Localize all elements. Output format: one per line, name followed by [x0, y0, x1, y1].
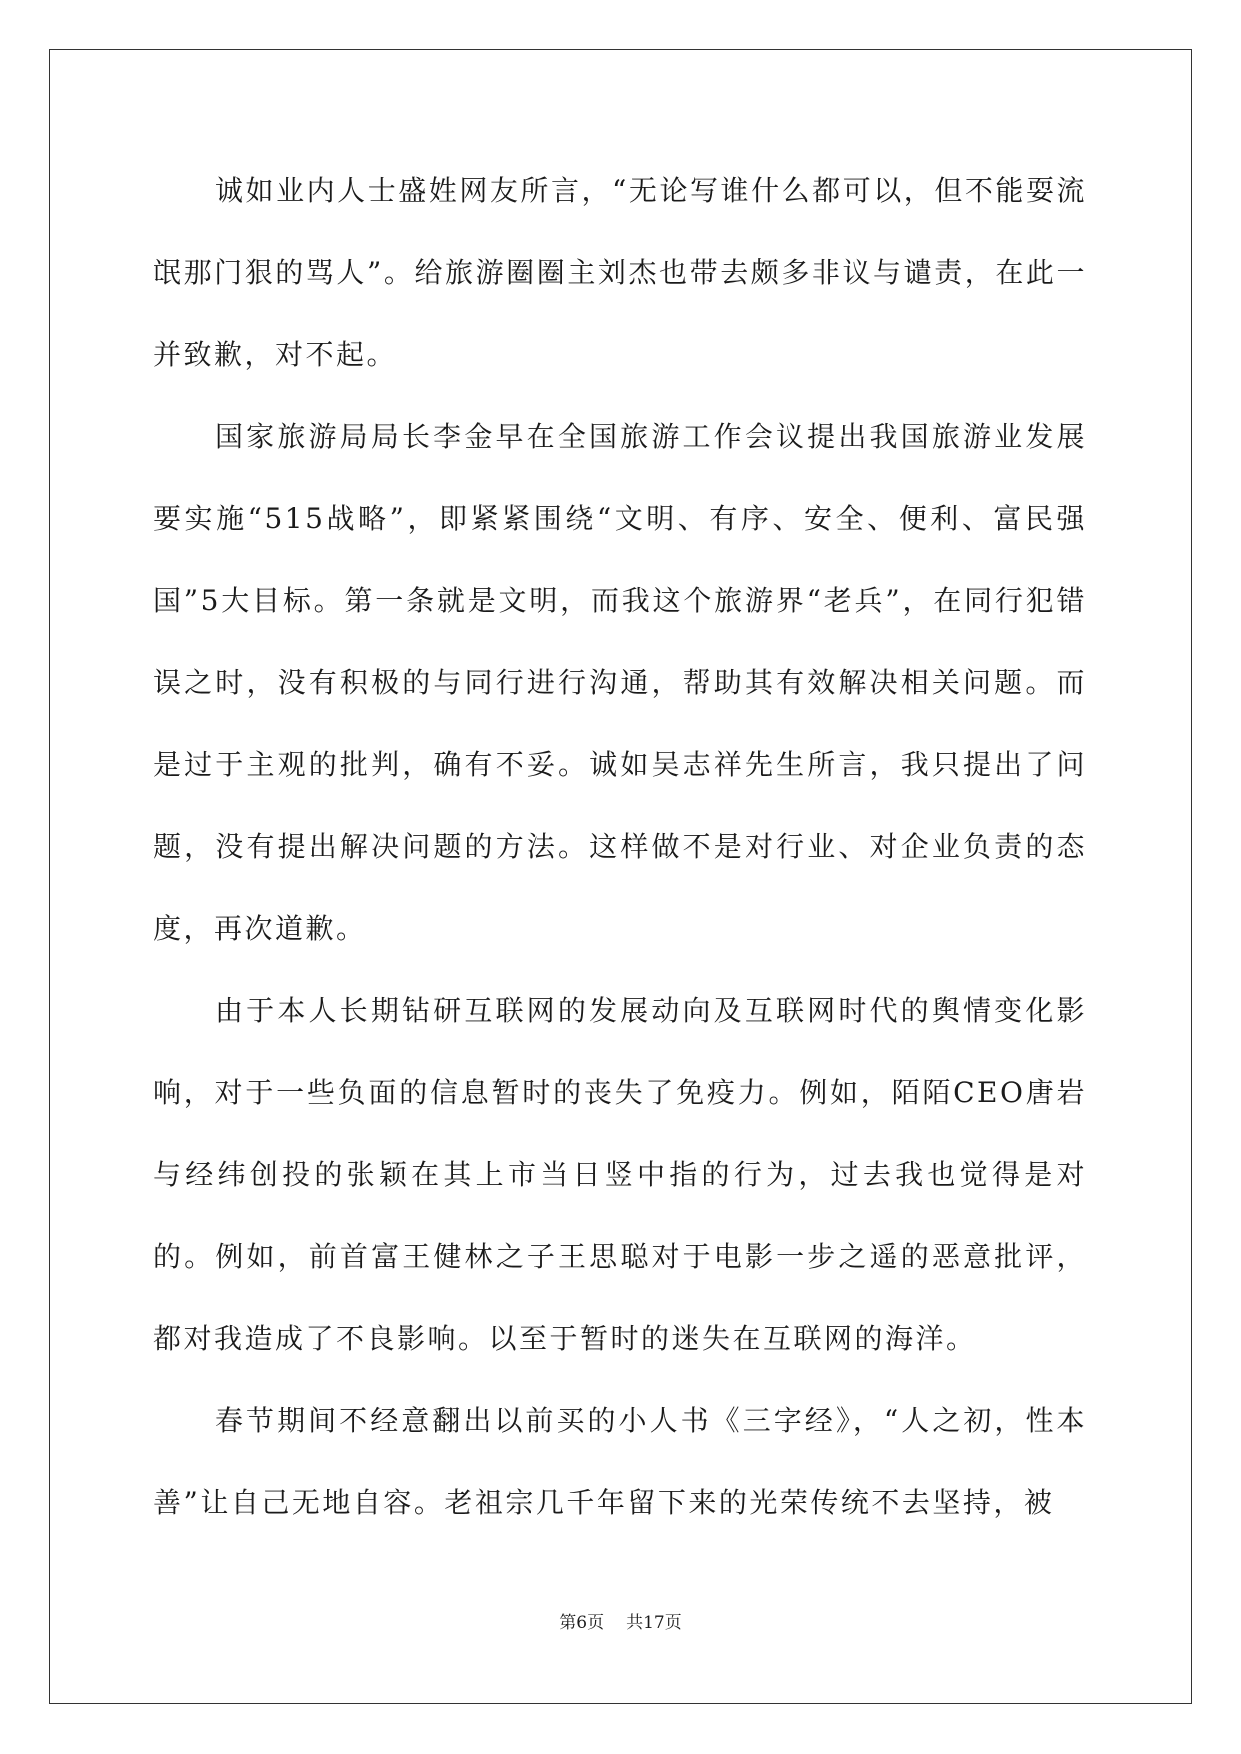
- paragraph-2: 国家旅游局局长李金早在全国旅游工作会议提出我国旅游业发展要实施“515战略”，即紧紧围绕“文明、有序、安全、便利、富民强国”5大目标。第一条就是文明，而我这个旅游界“老兵”，在同行犯错误之时，没有积极的与同行进行沟通，帮助其有效解决相关问题。而是过于主观的批判，确有不妥。诚如吴志祥先生所言，我只提出了问题，没有提出解决问题的方法。这样做不是对行业、对企业负责的态度，再次道歉。: [153, 420, 1087, 945]
- paragraph-3: 由于本人长期钻研互联网的发展动向及互联网时代的舆情变化影响，对于一些负面的信息暂时的丧失了免疫力。例如，陌陌CEO唐岩与经纬创投的张颖在其上市当日竖中指的行为，过去我也觉得是对的。例如，前首富王健林之子王思聪对于电影一步之遥的恶意批评，都对我造成了不良影响。以至于暂时的迷失在互联网的海洋。: [153, 994, 1087, 1355]
- document-body: [153, 150, 1087, 1544]
- page-total: 共17页: [626, 1613, 682, 1633]
- paragraph-4: 春节期间不经意翻出以前买的小人书《三字经》，“人之初，性本善”让自己无地自容。老祖宗几千年留下来的光荣传统不去坚持，被: [153, 1404, 1087, 1519]
- page-footer: [0, 1608, 1241, 1633]
- page-number: 第6页: [559, 1613, 605, 1633]
- paragraph-1: 诚如业内人士盛姓网友所言，“无论写谁什么都可以，但不能耍流氓那门狠的骂人”。给旅游圈圈主刘杰也带去颇多非议与谴责，在此一并致歉，对不起。: [153, 174, 1087, 371]
